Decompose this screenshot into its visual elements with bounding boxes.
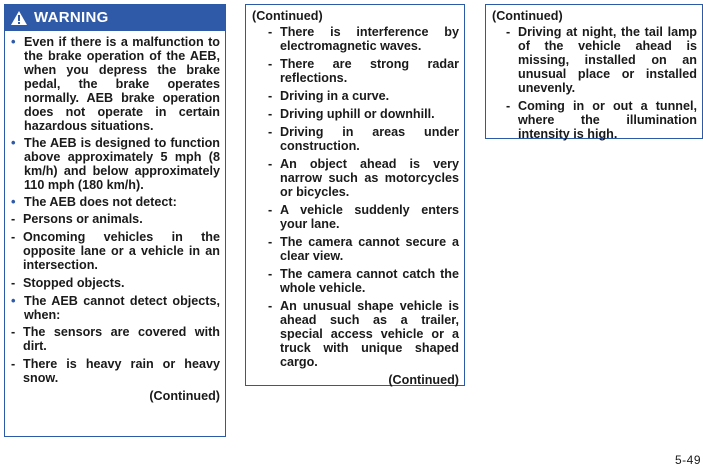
- bullet-dot: •: [11, 194, 16, 209]
- continued-heading: (Continued): [252, 9, 323, 23]
- page-number: 5-49: [674, 453, 701, 467]
- sub-item: - Persons or animals.: [11, 212, 143, 226]
- sub-item: - Driving uphill or downhill.: [268, 107, 435, 121]
- sub-item: - The camera cannot catch the whole vehicle.: [268, 267, 459, 295]
- warning-box: [4, 4, 226, 437]
- warning-content: [5, 31, 225, 403]
- bullet-dot: •: [11, 135, 16, 150]
- warning-continued-box-2: [485, 4, 703, 139]
- sub-item: - Stopped objects.: [11, 276, 125, 290]
- warning-continued-content: [246, 5, 464, 387]
- sub-item: - The camera cannot secure a clear view.: [268, 235, 459, 263]
- sub-item: - Driving at night, the tail lamp of the vehicle ahead is missing, installed on an unusual place or installed unevenly.: [506, 25, 697, 95]
- sub-item: - Oncoming vehicles in the opposite lane or a vehicle in an intersection.: [11, 230, 220, 272]
- bullet-item: • The AEB is designed to function above approximately 5 mph (8 km/h) and below approximately 110 mph (180 km/h).: [11, 135, 220, 192]
- sub-item: - Coming in or out a tunnel, where the illumination intensity is high.: [506, 99, 697, 141]
- sub-item: - A vehicle suddenly enters your lane.: [268, 203, 459, 231]
- sub-item: - There is heavy rain or heavy snow.: [11, 357, 220, 385]
- sub-item: - Driving in a curve.: [268, 89, 390, 103]
- continued-heading: (Continued): [492, 9, 563, 23]
- sub-item: - An object ahead is very narrow such as motorcycles or bicycles.: [268, 157, 459, 199]
- sub-item: - There are strong radar reflections.: [268, 57, 459, 85]
- warning-title: WARNING: [34, 9, 109, 26]
- sub-item: - There is interference by electromagnetic waves.: [268, 25, 459, 53]
- sub-item: - An unusual shape vehicle is ahead such as a trailer, special access vehicle or a truck with unique shaped cargo.: [268, 299, 459, 369]
- sub-item: - The sensors are covered with dirt.: [11, 325, 220, 353]
- warning-banner: [5, 5, 225, 31]
- continued-label: (Continued): [388, 373, 459, 387]
- bullet-dot: •: [11, 34, 16, 49]
- warning-continued-box: [245, 4, 465, 386]
- warning-triangle-icon: [10, 10, 28, 26]
- warning-continued-content-2: [486, 5, 702, 141]
- bullet-item: • The AEB does not detect:: [11, 194, 177, 209]
- sub-item: - Driving in areas under construction.: [268, 125, 459, 153]
- bullet-item: • Even if there is a malfunction to the brake operation of the AEB, when you depress the brake pedal, the brake operates normally. AEB brake operation does not operate in certain hazardous situations.: [11, 34, 220, 133]
- bullet-dot: •: [11, 293, 16, 308]
- bullet-item: • The AEB cannot detect objects, when:: [11, 293, 220, 322]
- continued-label: (Continued): [149, 389, 220, 403]
